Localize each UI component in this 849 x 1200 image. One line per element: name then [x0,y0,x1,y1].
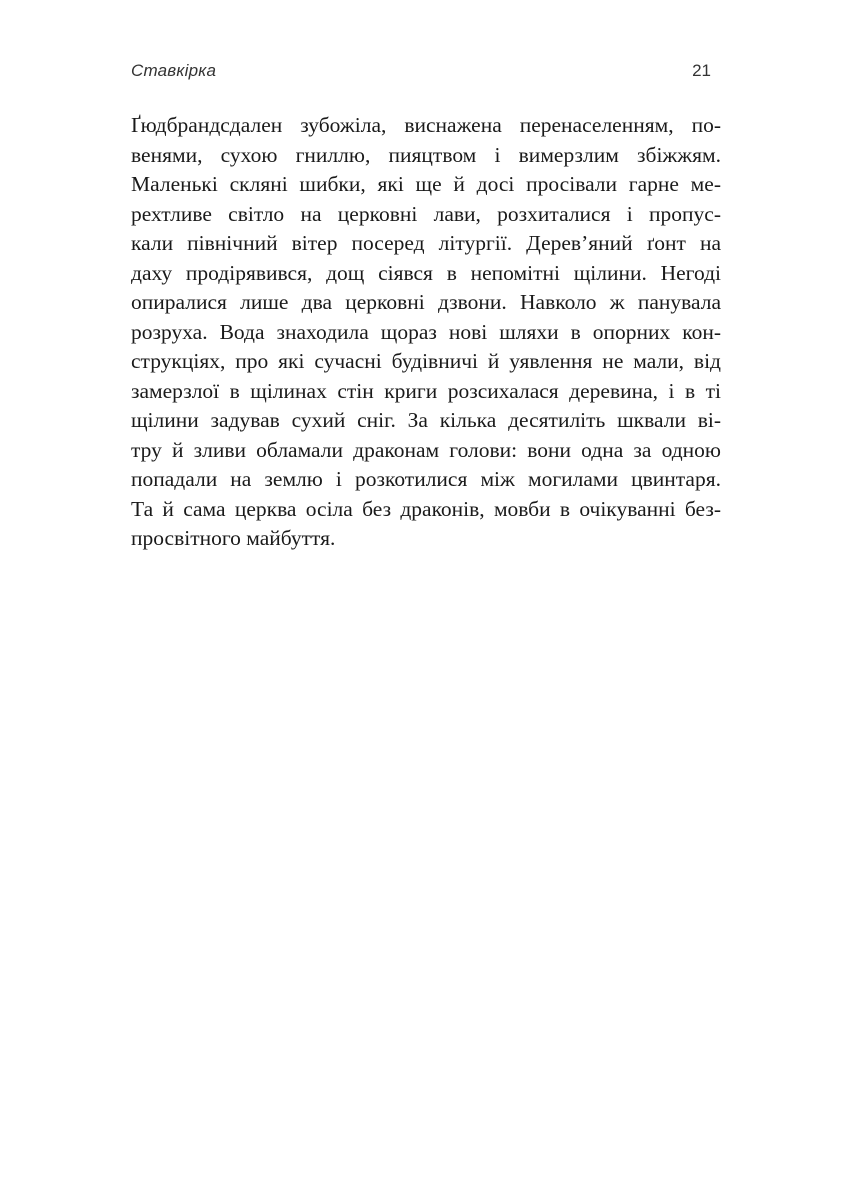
text-line: струкціях, про які сучасні будівничі й уявлення не мали, від [131,349,721,373]
text-line: даху продірявився, дощ сіявся в непомітні щілини. Негоді [131,260,721,285]
text-line: просвітного майбуття. [131,526,336,550]
running-title: Ставкірка [131,61,217,80]
page-number: 21 [692,61,711,80]
text-line: тру й зливи обламали драконам голови: вони одна за одною [131,437,721,462]
text-line: рехтливе світло на церковні лави, розхиталися і пропус- [131,201,721,226]
text-line: щілини задував сухий сніг. За кілька десятиліть шквали ві- [131,408,721,432]
body-paragraph [131,111,721,554]
text-line: Маленькі скляні шибки, які ще й досі просівали гарне ме- [131,172,721,196]
text-line: кали північний вітер посеред літургії. Дерев’яний ґонт на [131,231,721,255]
text-line: Та й сама церква осіла без драконів, мовби в очікуванні без- [131,496,721,521]
text-line: опиралися лише два церковні дзвони. Навколо ж панувала [131,290,721,314]
text-line: попадали на землю і розкотилися між могилами цвинтаря. [131,467,721,491]
text-line: венями, сухою гниллю, пияцтвом і вимерзлим збіжжям. [131,142,721,167]
text-line: замерзлої в щілинах стін криги розсихалася деревина, і в ті [131,378,721,403]
text-line: розруха. Вода знаходила щораз нові шляхи в опорних кон- [131,319,721,344]
text-line: Ґюдбрандсдален зубожіла, виснажена перенаселенням, по- [131,113,721,137]
